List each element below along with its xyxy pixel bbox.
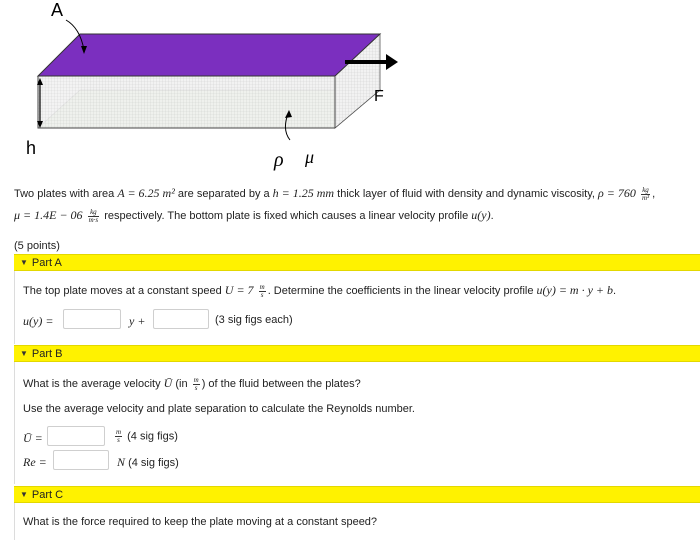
part-b-question-1: What is the average velocity Ū (in $\frac{m}{s}$ ) of the fluid between the plates? — [23, 375, 361, 392]
part-c-question: What is the force required to keep the plate moving at a constant speed? — [23, 516, 378, 528]
part-a-body — [14, 271, 700, 344]
label-viscosity: μ — [305, 147, 315, 167]
ubar-unit: $\frac{m}{s}$ — [116, 428, 122, 444]
re-label: Re = — [23, 455, 47, 469]
average-velocity-input[interactable] — [47, 426, 105, 446]
label-density: ρ — [274, 149, 284, 171]
problem-statement: Two plates with area A = 6.25 m² are separated by a h = 1.25 mm thick layer of fluid with density and dynamic viscosity, ρ = 760 $\frac{kg}{\text{m³}}$ , μ = 1.4E − 06 $\frac{kg}{m\cdot s}$ respectively. The bottom plate is fixed which causes a linear velocity profile u(y). — [14, 185, 656, 224]
ubar-sig-figs: (4 sig figs) — [127, 430, 178, 443]
top-plate — [38, 34, 380, 76]
part-b-header[interactable]: ▼ Part B — [14, 345, 700, 362]
plates-diagram — [0, 0, 430, 175]
reynolds-input[interactable] — [53, 450, 109, 470]
part-b-body — [14, 362, 700, 484]
label-area: A — [51, 0, 64, 20]
uy-label: u(y) = — [23, 314, 54, 328]
label-height: h — [26, 138, 37, 158]
re-sig-figs: (4 sig figs) — [128, 457, 179, 469]
points-label: (5 points) — [14, 240, 60, 252]
part-c-header[interactable]: ▼ Part C — [14, 486, 700, 503]
part-a-sig-figs: (3 sig figs each) — [215, 314, 293, 326]
label-force: F — [374, 88, 384, 105]
caret-down-icon: ▼ — [20, 258, 28, 267]
coefficient-m-input[interactable] — [63, 309, 121, 329]
part-a-question: The top plate moves at a constant speed U = 7 $\frac{m}{s}$ . Determine the coefficients in the linear velocity profile u(y) = m · y + b. — [23, 282, 617, 299]
coefficient-b-input[interactable] — [153, 309, 209, 329]
caret-down-icon: ▼ — [20, 490, 28, 499]
part-a-header[interactable]: ▼ Part A — [14, 254, 700, 271]
part-b-question-2: Use the average velocity and plate separation to calculate the Reynolds number. — [23, 403, 415, 415]
re-unit: N — [117, 455, 126, 469]
y-plus-label: y + — [129, 314, 146, 328]
ubar-label: Ū = — [23, 431, 43, 445]
front-face — [38, 76, 335, 128]
density-unit: $\frac{kg}{\text{m³}}$ — [641, 185, 650, 202]
viscosity-unit: $\frac{kg}{m\cdot s}$ — [88, 207, 99, 224]
part-c-body — [14, 503, 700, 540]
caret-down-icon: ▼ — [20, 349, 28, 358]
